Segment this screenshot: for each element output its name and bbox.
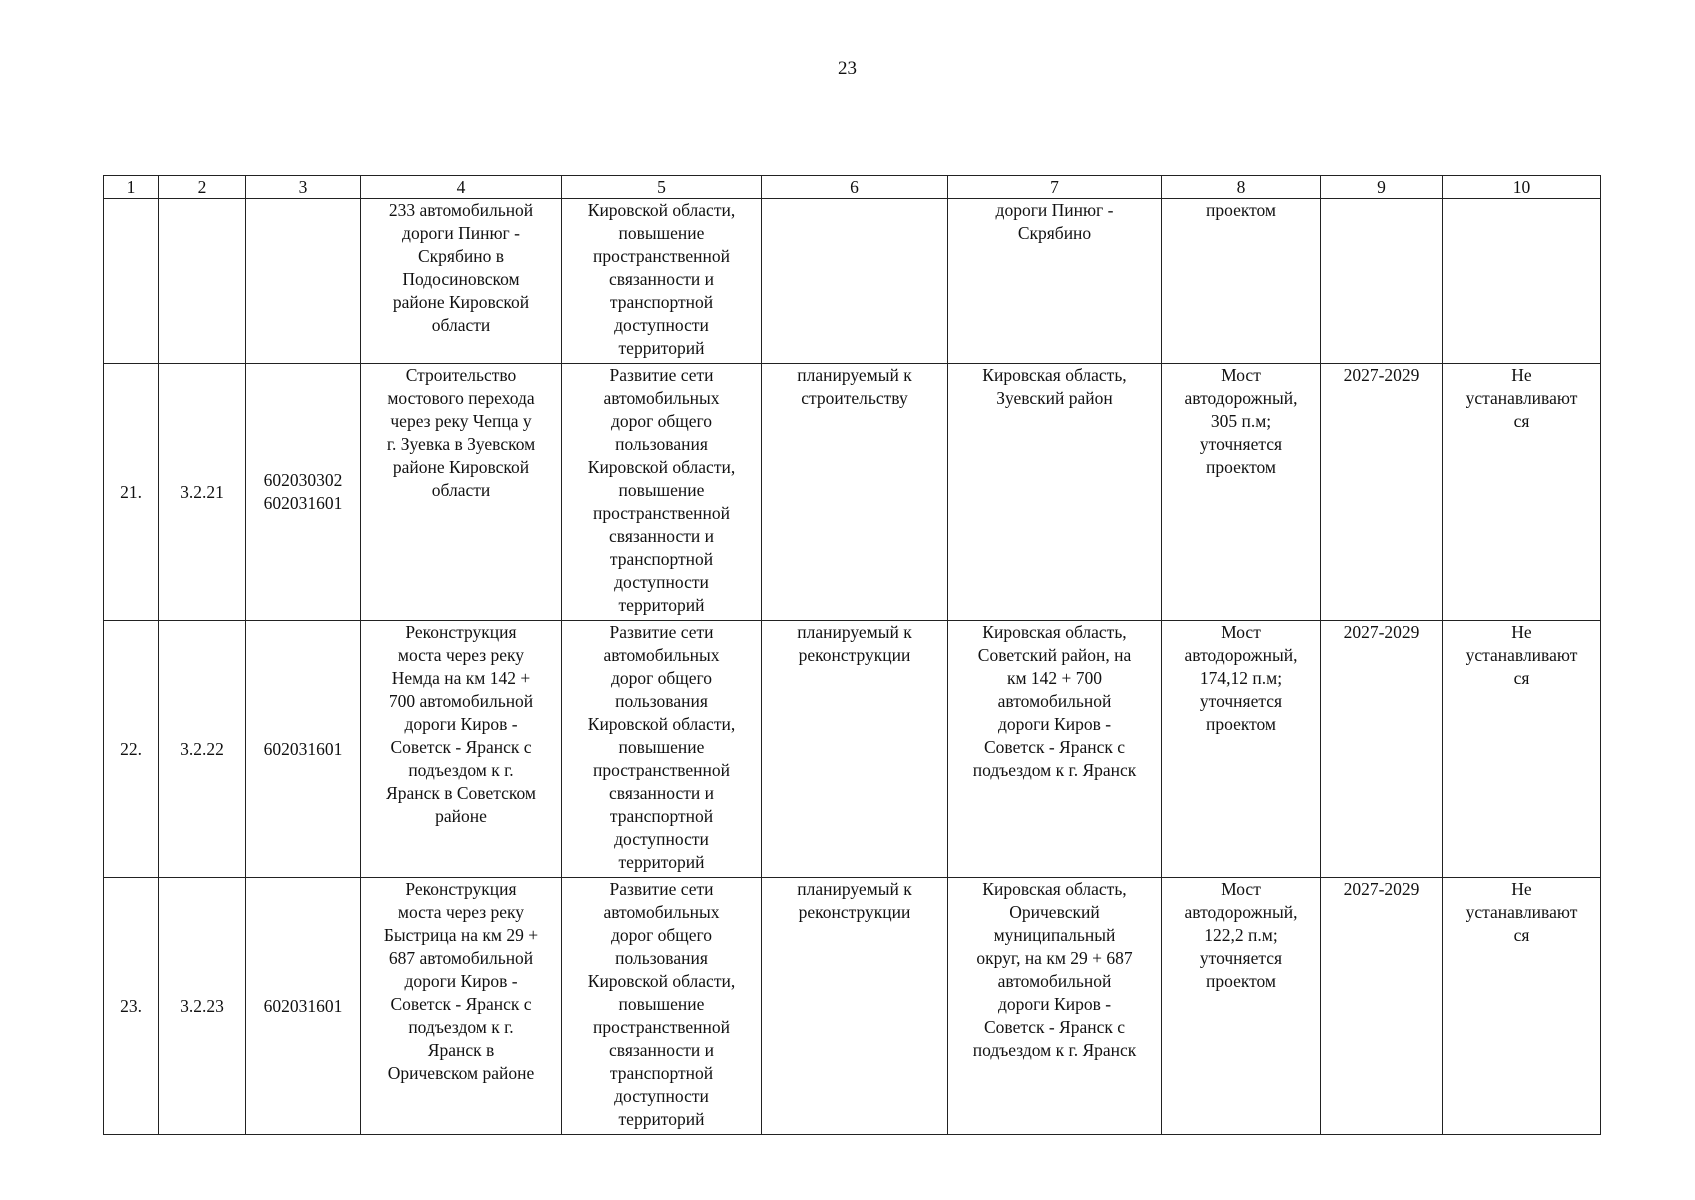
- row-number: 23.: [120, 995, 142, 1016]
- row-period: 2027-2029: [1343, 365, 1420, 385]
- header-cell: 4: [361, 176, 562, 199]
- row-purpose: Развитие сети автомобильных дорог общего пользования Кировской области, повышение пространственной связанности и транспортной доступности территорий: [587, 879, 736, 1129]
- header-cell: 3: [246, 176, 361, 199]
- row-location-cell: [948, 621, 1162, 878]
- header-cell: 6: [762, 176, 948, 199]
- row-code-cell: [159, 199, 246, 364]
- row-name: Строительство мостового перехода через реку Чепца у г. Зуевка в Зуевском районе Кировской области: [386, 365, 536, 500]
- row-oktmo-cell: [246, 621, 361, 878]
- row-purpose: Развитие сети автомобильных дорог общего пользования Кировской области, повышение пространственной связанности и транспортной доступности территорий: [587, 622, 736, 872]
- row-status-cell: [762, 621, 948, 878]
- row-characteristics-cell: [1162, 364, 1321, 621]
- row-number-cell: [104, 364, 159, 621]
- row-number: 22.: [120, 738, 142, 759]
- row-zones-cell: [1443, 621, 1601, 878]
- row-period: 2027-2029: [1343, 622, 1420, 642]
- row-number-cell: [104, 878, 159, 1135]
- row-purpose: Развитие сети автомобильных дорог общего пользования Кировской области, повышение пространственной связанности и транспортной доступности территорий: [587, 365, 736, 615]
- row-name-cell: [361, 364, 562, 621]
- row-name-cell: [361, 199, 562, 364]
- table-row: [104, 364, 1601, 621]
- row-purpose: Кировской области, повышение пространственной связанности и транспортной доступности территорий: [587, 200, 736, 358]
- row-code-cell: [159, 364, 246, 621]
- row-name: Реконструкция моста через реку Немда на км 142 + 700 автомобильной дороги Киров - Советск - Яранск с подъездом к г. Яранск в Советском районе: [386, 622, 536, 826]
- row-status-cell: [762, 364, 948, 621]
- row-zones: Не устанавливают ся: [1465, 622, 1578, 688]
- row-characteristics: Мост автодорожный, 174,12 п.м; уточняется проектом: [1184, 622, 1298, 734]
- header-cell: 9: [1321, 176, 1443, 199]
- row-location: Кировская область, Оричевский муниципальный округ, на км 29 + 687 автомобильной дороги Киров - Советск - Яранск с подъездом к г. Яранск: [972, 879, 1137, 1060]
- row-characteristics: Мост автодорожный, 122,2 п.м; уточняется проектом: [1184, 879, 1298, 991]
- row-location: дороги Пинюг - Скрябино: [995, 200, 1114, 243]
- row-period-cell: [1321, 878, 1443, 1135]
- row-oktmo: 602031601: [263, 995, 343, 1016]
- row-number-cell: [104, 621, 159, 878]
- page-number: 23: [838, 58, 857, 79]
- row-name-cell: [361, 878, 562, 1135]
- row-code: 3.2.22: [180, 738, 224, 759]
- row-name: Реконструкция моста через реку Быстрица на км 29 + 687 автомобильной дороги Киров - Советск - Яранск с подъездом к г. Яранск в Оричевском районе: [383, 879, 539, 1083]
- header-cell: 7: [948, 176, 1162, 199]
- row-location-cell: [948, 878, 1162, 1135]
- row-code: 3.2.21: [180, 481, 224, 502]
- row-zones-cell: [1443, 364, 1601, 621]
- row-period-cell: [1321, 621, 1443, 878]
- row-characteristics-cell: [1162, 199, 1321, 364]
- table-row: [104, 199, 1601, 364]
- row-zones: Не устанавливают ся: [1465, 365, 1578, 431]
- row-number-cell: [104, 199, 159, 364]
- row-zones-cell: [1443, 199, 1601, 364]
- row-zones-cell: [1443, 878, 1601, 1135]
- row-oktmo: 602030302 602031601: [263, 470, 343, 513]
- row-name-cell: [361, 621, 562, 878]
- row-location: Кировская область, Советский район, на км 142 + 700 автомобильной дороги Киров - Советск - Яранск с подъездом к г. Яранск: [972, 622, 1137, 780]
- row-status-cell: [762, 199, 948, 364]
- row-name: 233 автомобильной дороги Пинюг - Скрябино в Подосиновском районе Кировской области: [388, 200, 534, 335]
- header-row: [104, 176, 1601, 199]
- header-cell: 10: [1443, 176, 1601, 199]
- header-cell: 8: [1162, 176, 1321, 199]
- row-characteristics: Мост автодорожный, 305 п.м; уточняется проектом: [1184, 365, 1298, 477]
- row-period: 2027-2029: [1343, 879, 1420, 899]
- row-purpose-cell: [562, 199, 762, 364]
- row-oktmo-cell: [246, 364, 361, 621]
- row-purpose-cell: [562, 364, 762, 621]
- row-purpose-cell: [562, 878, 762, 1135]
- row-code: 3.2.23: [180, 995, 224, 1016]
- header-cell: 1: [104, 176, 159, 199]
- table-row: [104, 878, 1601, 1135]
- row-period-cell: [1321, 364, 1443, 621]
- table-row: [104, 621, 1601, 878]
- row-number: 21.: [120, 481, 142, 502]
- row-characteristics-cell: [1162, 878, 1321, 1135]
- row-oktmo-cell: [246, 199, 361, 364]
- row-oktmo-cell: [246, 878, 361, 1135]
- row-status-cell: [762, 878, 948, 1135]
- row-status: планируемый к реконструкции: [797, 622, 912, 665]
- row-zones: Не устанавливают ся: [1465, 879, 1578, 945]
- row-code-cell: [159, 621, 246, 878]
- row-characteristics-cell: [1162, 621, 1321, 878]
- row-status: планируемый к строительству: [797, 365, 912, 408]
- row-location-cell: [948, 199, 1162, 364]
- row-period-cell: [1321, 199, 1443, 364]
- row-location: Кировская область, Зуевский район: [982, 365, 1127, 408]
- header-cell: 5: [562, 176, 762, 199]
- row-characteristics: проектом: [1205, 200, 1277, 220]
- header-cell: 2: [159, 176, 246, 199]
- objects-table: [103, 175, 1601, 1135]
- row-location-cell: [948, 364, 1162, 621]
- row-status: планируемый к реконструкции: [797, 879, 912, 922]
- row-oktmo: 602031601: [263, 738, 343, 759]
- row-code-cell: [159, 878, 246, 1135]
- row-purpose-cell: [562, 621, 762, 878]
